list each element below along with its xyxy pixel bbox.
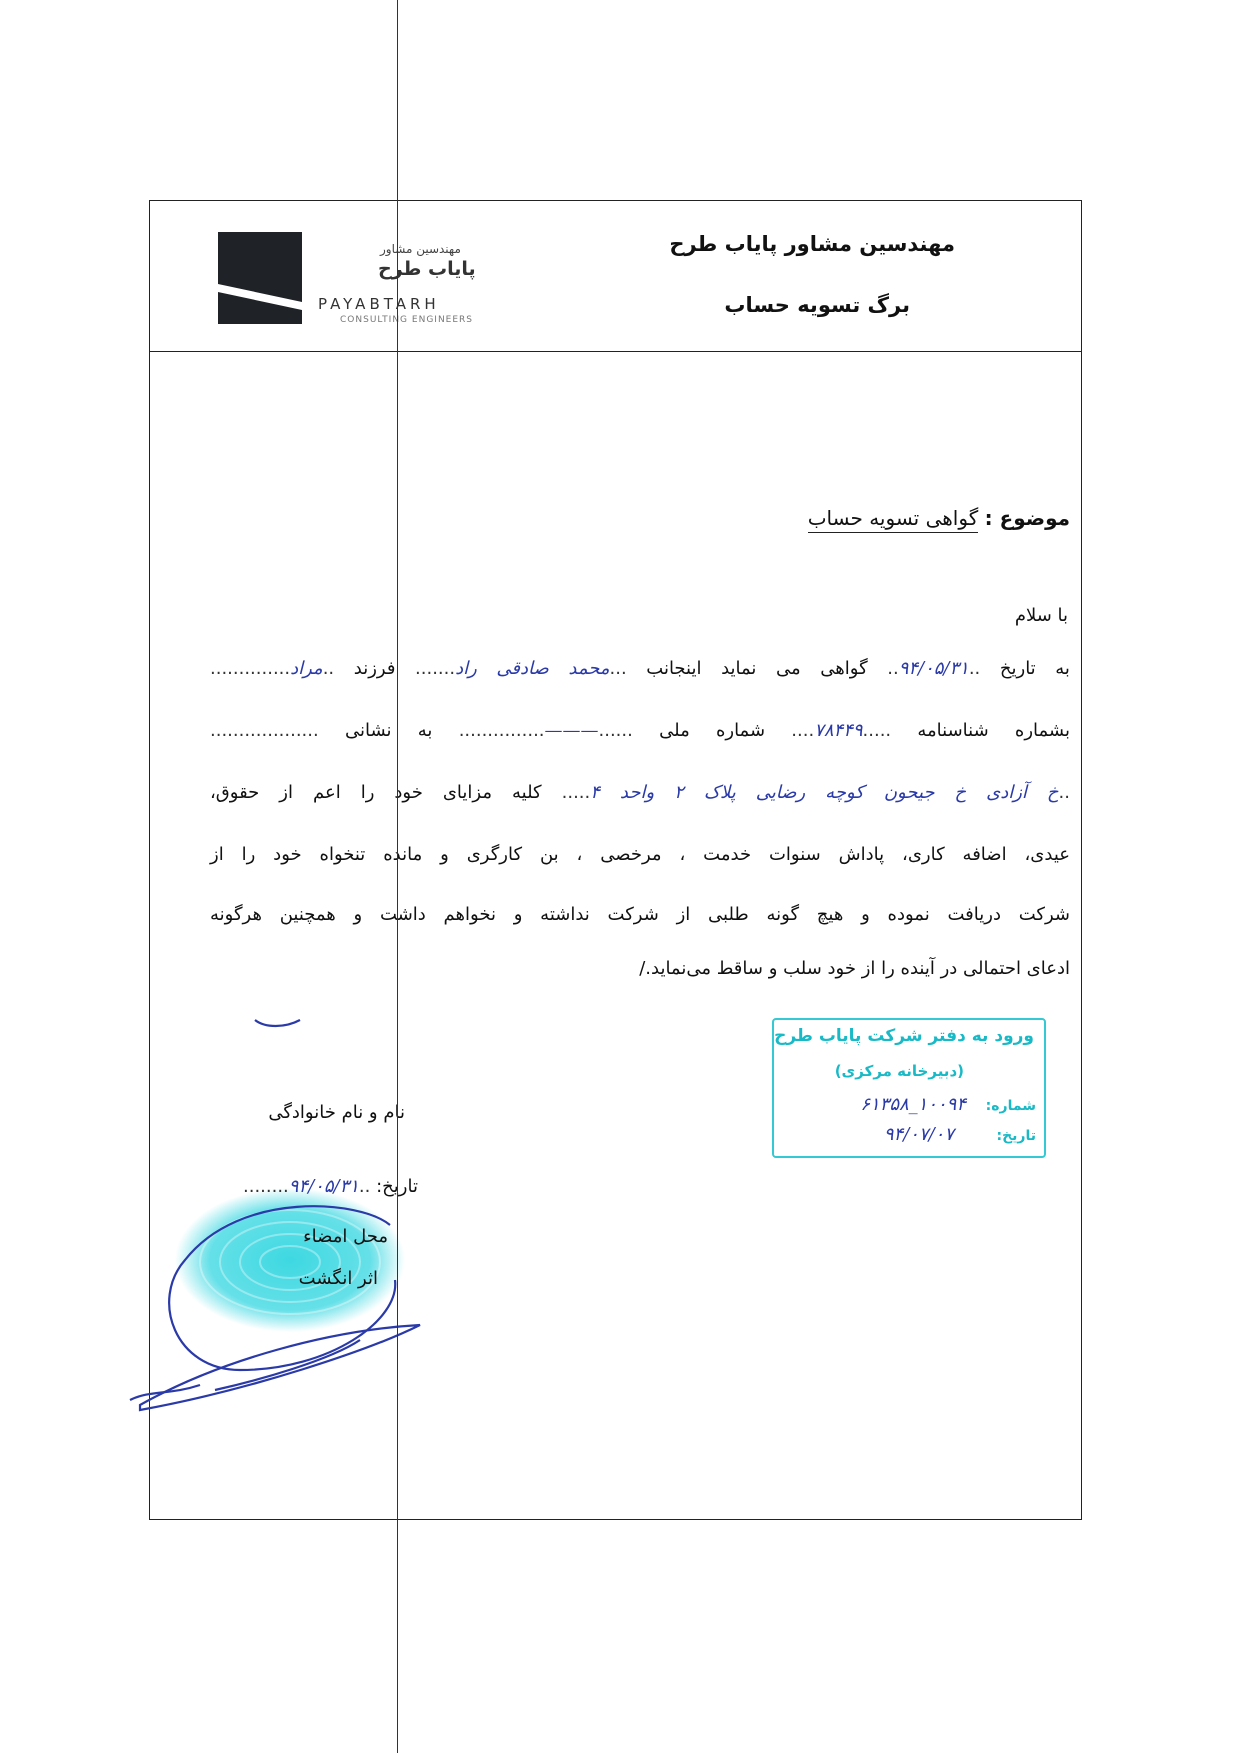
handwritten-name: محمد صادقی راد — [455, 658, 610, 679]
handwritten-id-number: ۷۸۴۴۹ — [814, 720, 863, 741]
subject-value: گواهی تسویه حساب — [808, 506, 979, 533]
handwritten-date: ۹۴/۰۵/۳۱ — [898, 658, 969, 679]
logo-text-small: مهندسین مشاور — [380, 242, 461, 256]
body-line-3: ..خ آزادی خ جیحون کوچه رضایی پلاک ۲ واحد ۴..... کلیه مزایای خود را اعم از حقوق، — [210, 782, 1070, 803]
full-name-label: نام و نام خانوادگی — [268, 1102, 405, 1123]
body-line-5: شرکت دریافت نموده و هیچ گونه طلبی از شرکت نداشته و نخواهم داشت و همچنین هرگونه — [210, 904, 1070, 925]
logo-text-en: PAYABTARH — [318, 295, 440, 313]
stamp-subtitle: (دبیرخانه مرکزی) — [834, 1062, 964, 1080]
text-date-intro: به تاریخ — [999, 658, 1070, 679]
logo-text-fa: پایاب طرح — [378, 258, 476, 280]
handwritten-father: مراد — [290, 658, 323, 679]
text-benefits: کلیه مزایای خود را اعم از حقوق، — [210, 782, 542, 803]
signature-date-line: تاریخ: ..۹۴/۰۵/۳۱........ — [243, 1176, 418, 1197]
body-line-4: عیدی، اضافه کاری، پاداش سنوات خدمت ، مرخصی ، بن کارگری و مانده تنخواه خود را از — [210, 844, 1070, 865]
body-line-2: بشماره شناسنامه .....۷۸۴۴۹.... شماره ملی ......———............... به نشانی ................... — [210, 720, 1070, 741]
text-id-label: بشماره شناسنامه — [917, 720, 1070, 741]
fingerprint-label: اثر انگشت — [298, 1268, 378, 1289]
stamp-date-value: ۹۴/۰۷/۰۷ — [883, 1124, 954, 1145]
form-title: برگ تسویه حساب — [724, 293, 910, 317]
text-address-label: به نشانی — [344, 720, 433, 741]
greeting: با سلام — [1014, 605, 1068, 626]
scan-artifact-line — [397, 0, 398, 1753]
stamp-title: ورود به دفتر شرکت پایاب طرح — [774, 1026, 1034, 1046]
text-certify: گواهی می نماید اینجانب — [646, 658, 868, 679]
logo-text-sub: CONSULTING ENGINEERS — [340, 315, 474, 325]
stamp-date-label: تاریخ: — [996, 1128, 1036, 1144]
body-line-6: ادعای احتمالی در آینده را از خود سلب و ساقط می‌نماید./ — [639, 958, 1070, 979]
body-line-1: به تاریخ ..۹۴/۰۵/۳۱.. گواهی می نماید اینجانب ...محمد صادقی راد....... فرزند ..مراد.............. — [210, 658, 1070, 679]
text-child-of: فرزند — [353, 658, 396, 679]
stamp-number-value: ۱۰۰۹۴_۶۱۳۵۸ — [860, 1094, 966, 1115]
handwritten-national-id: ——— — [544, 720, 599, 741]
signature-date-value: ۹۴/۰۵/۳۱ — [288, 1176, 359, 1197]
company-name: مهندسین مشاور پایاب طرح — [669, 232, 955, 256]
handwritten-address: خ آزادی خ جیحون کوچه رضایی پلاک ۲ واحد ۴ — [590, 782, 1059, 803]
text-national-label: شماره ملی — [659, 720, 766, 741]
signature-place-label: محل امضاء — [303, 1226, 388, 1247]
subject-label: موضوع : — [984, 506, 1070, 530]
signature-date-label: تاریخ: — [376, 1176, 418, 1197]
stamp-number-label: شماره: — [985, 1098, 1036, 1114]
